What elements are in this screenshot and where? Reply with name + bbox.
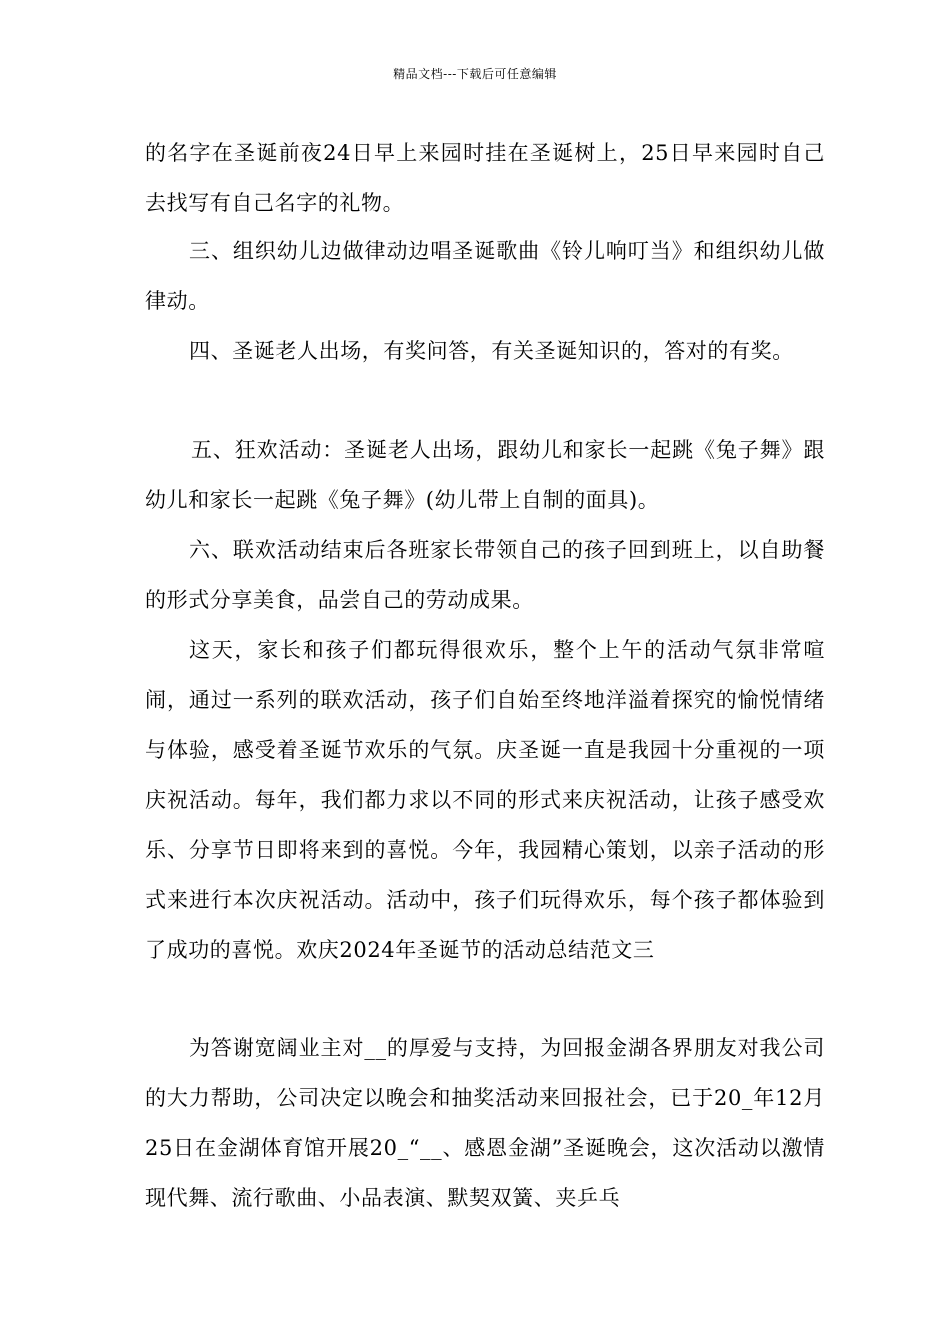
paragraph-2: 三、组织幼儿边做律动边唱圣诞歌曲《铃儿响叮当》和组织幼儿做律动。 <box>145 239 825 313</box>
paragraph-7: 为答谢宽阔业主对__的厚爱与支持，为回报金湖各界朋友对我公司的大力帮助，公司决定以晚会和抽奖活动来回报社会，已于20_年12月25日在金湖体育馆开展20_“__、感恩金湖”圣诞晚会，这次活动以激情现代舞、流行歌曲、小品表演、默契双簧、夹乒乓 <box>145 1036 825 1210</box>
paragraph-3: 四、圣诞老人出场，有奖问答，有关圣诞知识的，答对的有奖。 <box>189 339 794 363</box>
paragraph-4: 五、狂欢活动：圣诞老人出场，跟幼儿和家长一起跳《兔子舞》跟幼儿和家长一起跳《兔子舞》(幼儿带上自制的面具)。 <box>145 438 825 512</box>
paragraph-5: 六、联欢活动结束后各班家长带领自己的孩子回到班上，以自助餐的形式分享美食，品尝自己的劳动成果。 <box>145 538 825 612</box>
paragraph-6: 这天，家长和孩子们都玩得很欢乐，整个上午的活动气氛非常喧闹，通过一系列的联欢活动，孩子们自始至终地洋溢着探究的愉悦情绪与体验，感受着圣诞节欢乐的气氛。庆圣诞一直是我园十分重视的一项庆祝活动。每年，我们都力求以不同的形式来庆祝活动，让孩子感受欢乐、分享节日即将来到的喜悦。今年，我园精心策划，以亲子活动的形式来进行本次庆祝活动。活动中，孩子们玩得欢乐，每个孩子都体验到了成功的喜悦。欢庆2024年圣诞节的活动总结范文三 <box>145 638 825 962</box>
page-header: 精品文档---下载后可任意编辑 <box>393 67 557 81</box>
paragraph-1: 的名字在圣诞前夜24日早上来园时挂在圣诞树上，25日早来园时自己去找写有自己名字的礼物。 <box>145 141 825 215</box>
